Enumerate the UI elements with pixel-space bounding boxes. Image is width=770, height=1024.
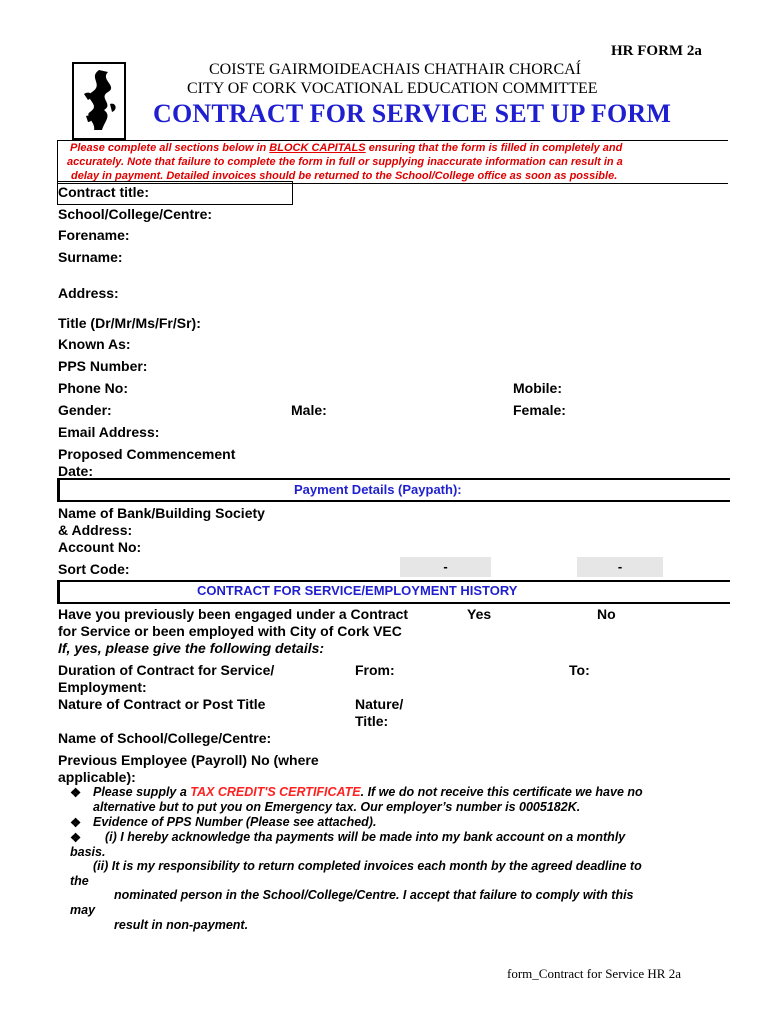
notice-line-1: Please complete all sections below in BLOCK CAPITALS ensuring that the form is filled in completely and	[70, 142, 623, 154]
prev-employee-label-1: Previous Employee (Payroll) No (where	[58, 752, 319, 768]
email-label: Email Address:	[58, 424, 160, 440]
duration-label-2: Employment:	[58, 679, 147, 695]
sort-code-label: Sort Code:	[58, 561, 130, 577]
mobile-label: Mobile:	[513, 380, 562, 396]
forename-label: Forename:	[58, 227, 130, 243]
responsibility-note-4: may	[70, 903, 96, 917]
commencement-label-2: Date:	[58, 463, 94, 479]
pps-evidence-note: Evidence of PPS Number (Please see attached).	[93, 815, 377, 829]
sort-code-dash-2: -	[617, 559, 623, 574]
bullet-3-icon: ❖	[70, 831, 82, 845]
responsibility-note-2: the	[70, 874, 89, 888]
commencement-label-1: Proposed Commencement	[58, 446, 236, 462]
phone-label: Phone No:	[58, 380, 128, 396]
male-label: Male:	[291, 402, 327, 418]
contract-title-label: Contract title:	[58, 184, 149, 200]
known-as-label: Known As:	[58, 336, 131, 352]
responsibility-note-3: nominated person in the School/College/Centre. I accept that failure to comply with this	[114, 888, 634, 902]
nature-label: Nature of Contract or Post Title	[58, 696, 266, 712]
sort-code-dash-1: -	[443, 559, 448, 574]
org-name-english: CITY OF CORK VOCATIONAL EDUCATION COMMITTEE	[187, 80, 598, 97]
gender-label: Gender:	[58, 402, 112, 418]
duration-label-1: Duration of Contract for Service/	[58, 662, 275, 678]
if-yes-label: If, yes, please give the following details:	[58, 640, 325, 656]
account-label: Account No:	[58, 539, 142, 555]
prev-employee-label-2: applicable):	[58, 769, 136, 785]
org-name-irish: COISTE GAIRMOIDEACHAIS CHATHAIR CHORCAÍ	[209, 61, 582, 78]
sort-code-field-1[interactable]	[400, 557, 491, 577]
notice-line-2: accurately. Note that failure to complete the form in full or supplying inaccurate information can result in a	[67, 156, 623, 168]
logo	[72, 62, 126, 140]
pps-label: PPS Number:	[58, 358, 148, 374]
form-code: HR FORM 2a	[611, 43, 702, 59]
page-footer: form_Contract for Service HR 2a	[507, 966, 682, 981]
bank-label-1: Name of Bank/Building Society	[58, 505, 265, 521]
payment-heading: Payment Details (Paypath):	[294, 482, 462, 497]
surname-label: Surname:	[58, 249, 123, 265]
acknowledge-note-2: basis.	[70, 845, 106, 859]
school-label: School/College/Centre:	[58, 206, 213, 222]
page-title: CONTRACT FOR SERVICE SET UP FORM	[153, 99, 672, 128]
nature-title-label-2: Title:	[355, 713, 389, 729]
acknowledge-note-1: (i) I hereby acknowledge tha payments will be made into my bank account on a monthly	[105, 830, 626, 844]
bullet-2-icon: ❖	[70, 816, 82, 830]
female-label: Female:	[513, 402, 566, 418]
vec-logo-icon	[74, 64, 124, 138]
sort-code-field-2[interactable]	[577, 557, 663, 577]
history-question-2: for Service or been employed with City of Cork VEC	[58, 623, 402, 639]
history-yes-label: Yes	[467, 606, 492, 622]
title-label: Title (Dr/Mr/Ms/Fr/Sr):	[58, 315, 201, 331]
from-label: From:	[355, 662, 395, 678]
history-heading: CONTRACT FOR SERVICE/EMPLOYMENT HISTORY	[197, 583, 518, 598]
bullet-1-icon: ❖	[70, 786, 82, 800]
notice-line-3: delay in payment. Detailed invoices should be returned to the School/College office as soon as possible.	[71, 170, 618, 182]
history-no-label: No	[597, 606, 616, 622]
responsibility-note-1: (ii) It is my responsibility to return completed invoices each month by the agreed deadline to	[93, 859, 642, 873]
school-name-label: Name of School/College/Centre:	[58, 730, 272, 746]
to-label: To:	[569, 662, 590, 678]
responsibility-note-5: result in non-payment.	[114, 918, 249, 932]
history-question-1: Have you previously been engaged under a Contract	[58, 606, 409, 622]
tax-certificate-note-2: alternative but to put you on Emergency tax. Our employer’s number is 0005182K.	[93, 800, 581, 814]
tax-certificate-note: Please supply a TAX CREDIT'S CERTIFICATE. If we do not receive this certificate we have no	[93, 785, 643, 799]
nature-title-label-1: Nature/	[355, 696, 404, 712]
bank-label-2: & Address:	[58, 522, 133, 538]
address-label: Address:	[58, 285, 119, 301]
